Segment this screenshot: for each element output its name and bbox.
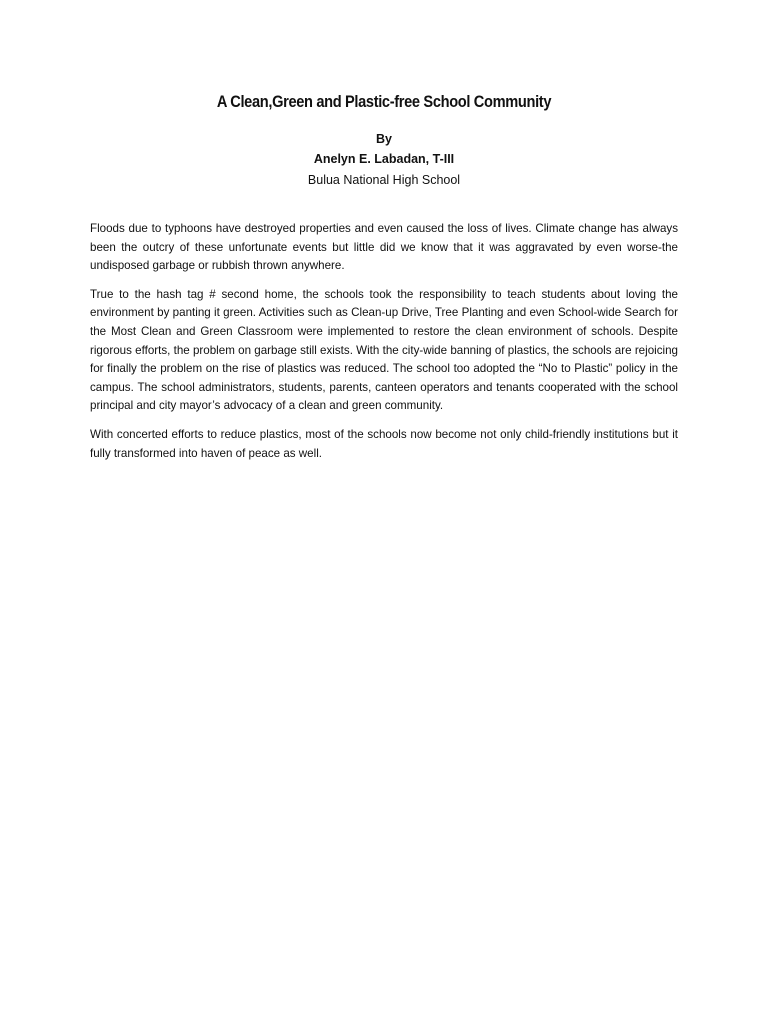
paragraph-3: With concerted efforts to reduce plastics, most of the schools now become not only child-friendly institutions but it fully transformed into haven of peace as well. [90, 427, 678, 460]
byline-by: By [376, 132, 392, 146]
paragraph-1: Floods due to typhoons have destroyed properties and even caused the loss of lives. Climate change has always been the outcry of these unfortunate events but little did we know that it was aggravated by even worse-the undisposed garbage or rubbish thrown anywhere. [90, 222, 678, 273]
author-name: Anelyn E. Labadan, T-III [313, 152, 455, 166]
paragraph-2: True to the hash tag # second home, the schools took the responsibility to teach students about loving the environment by panting it green. Activities such as Clean-up Drive, Tree Planting and even School-wide Search for the Most Clean and Green Classroom were implemented to restore the clean environment of schools. Despite rigorous efforts, the problem on garbage still exists. With the city-wide banning of plastics, the schools are rejoicing for finally the problem on the rise of plastics was reduced. The school too adopted the “No to Plastic” policy in the campus. The school administrators, students, parents, canteen operators and tenants cooperated with the school principal and city mayor’s advocacy of a clean and green community. [90, 287, 678, 413]
article-body [90, 220, 678, 473]
school-name: Bulua National High School [307, 173, 461, 187]
document-title: A Clean,Green and Plastic-free School Community [216, 92, 552, 111]
